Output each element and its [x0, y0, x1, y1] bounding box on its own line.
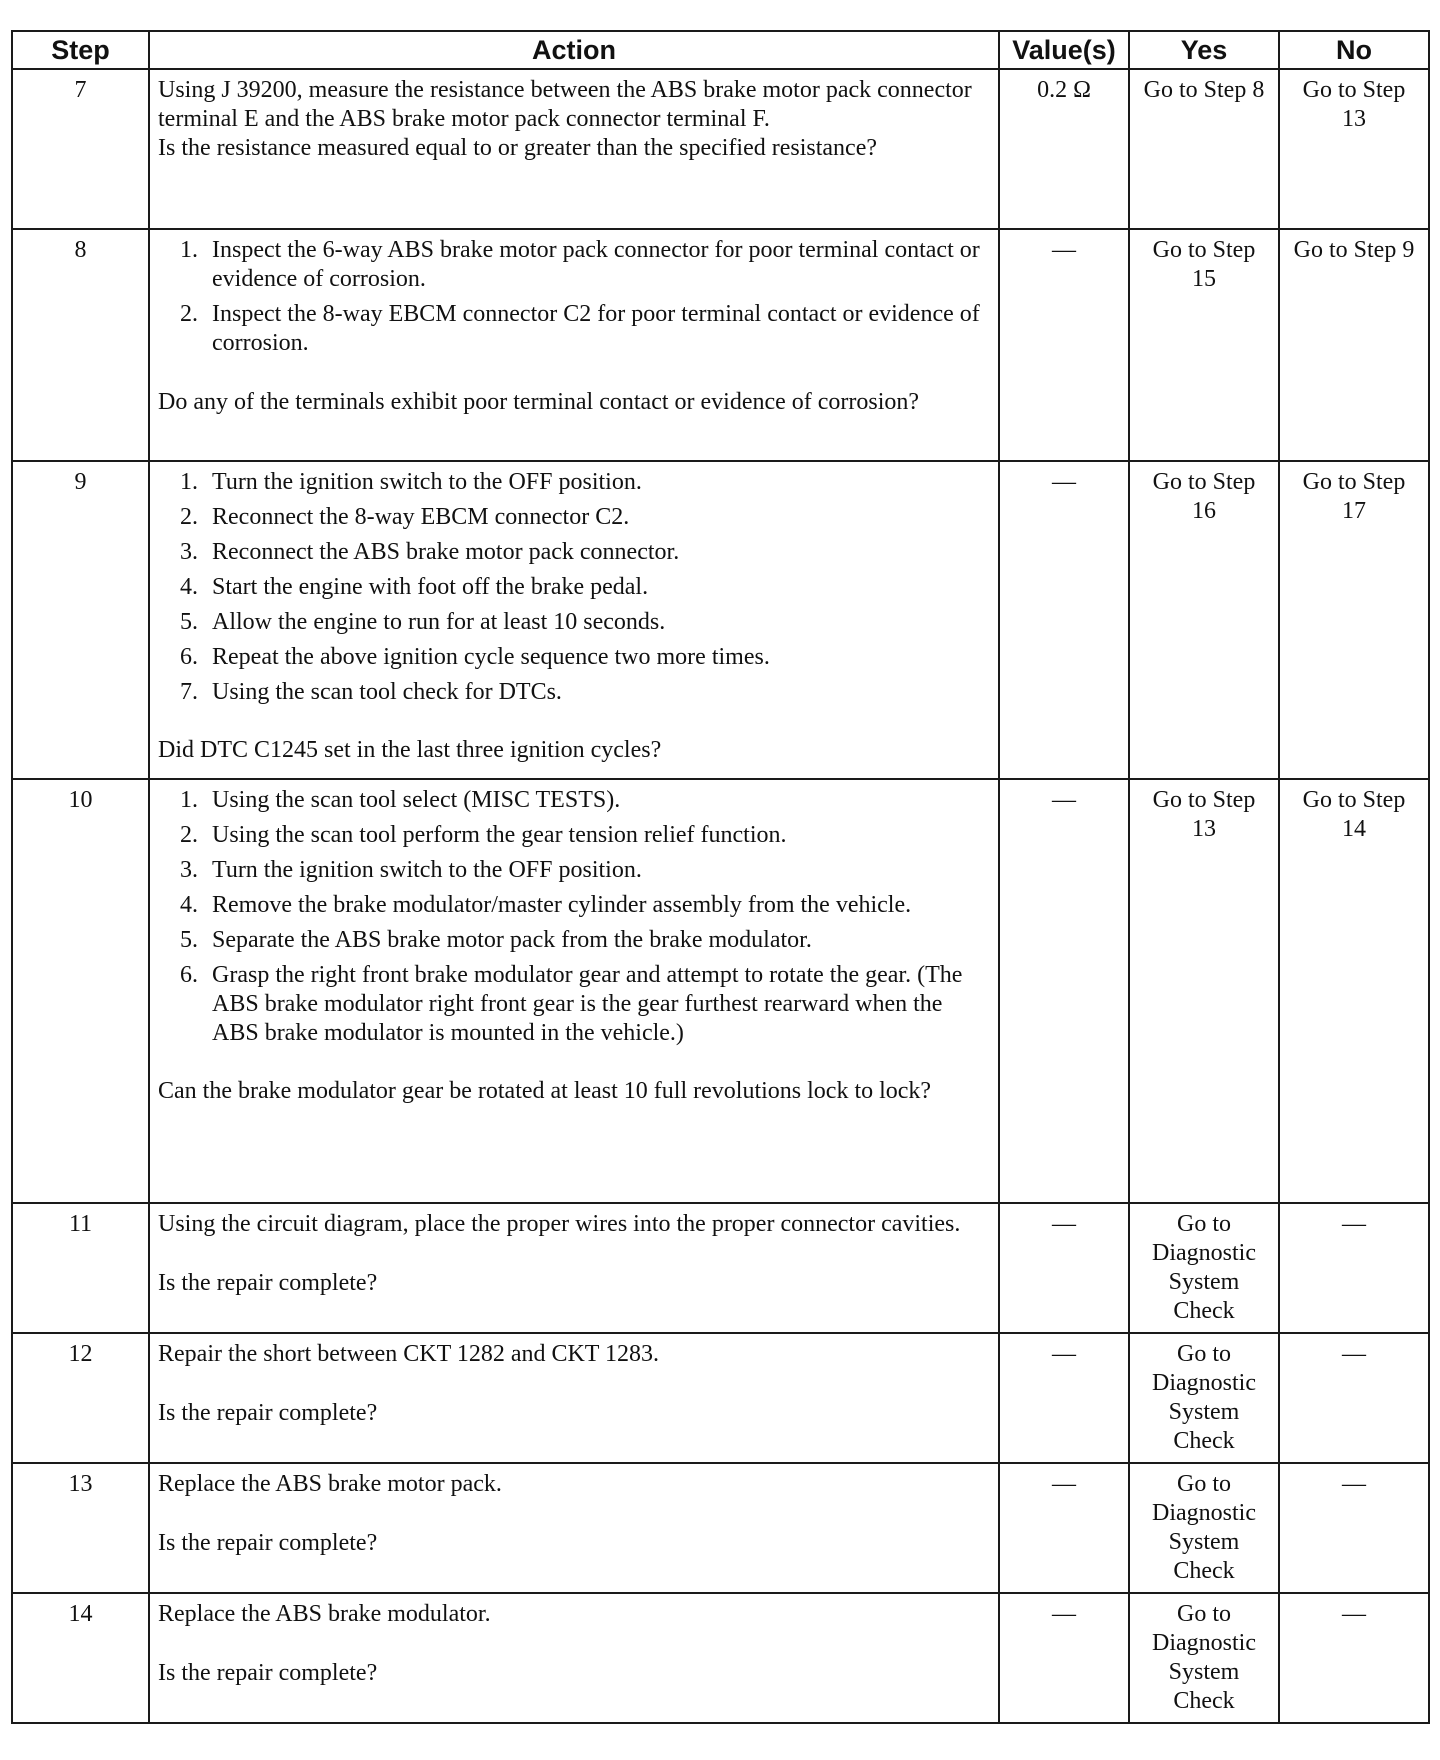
diagnostic-table [11, 30, 1430, 1724]
value-cell: — [999, 1203, 1129, 1333]
action-text: Using the circuit diagram, place the proper wires into the proper connector cavities. [158, 1211, 961, 1237]
yes-cell: Go to Diagnostic System Check [1129, 1333, 1279, 1463]
header-yes: Yes [1129, 31, 1279, 69]
yes-cell: Go to Step 13 [1129, 779, 1279, 1203]
no-cell: Go to Step 14 [1279, 779, 1429, 1203]
action-text: Replace the ABS brake motor pack. [158, 1471, 502, 1497]
header-no: No [1279, 31, 1429, 69]
value-cell: — [999, 1463, 1129, 1593]
action-item: 4. Remove the brake modulator/master cylinder assembly from the vehicle. [180, 892, 912, 918]
value-cell: 0.2 Ω [999, 69, 1129, 229]
header-action: Action [149, 31, 999, 69]
action-item: 4. Start the engine with foot off the brake pedal. [180, 574, 649, 600]
step-number: 10 [12, 779, 149, 1203]
table-row [12, 1203, 1429, 1333]
action-question: Is the repair complete? [158, 1530, 378, 1556]
action-item: 7. Using the scan tool check for DTCs. [180, 679, 562, 705]
action-item: 6. Repeat the above ignition cycle sequence two more times. [180, 644, 770, 670]
action-question: Is the resistance measured equal to or greater than the specified resistance? [158, 135, 878, 161]
action-list [158, 236, 990, 358]
header-values: Value(s) [999, 31, 1129, 69]
header-row [12, 31, 1429, 69]
step-number: 8 [12, 229, 149, 461]
no-cell: Go to Step 17 [1279, 461, 1429, 779]
action-cell [149, 1463, 999, 1593]
action-question: Is the repair complete? [158, 1270, 378, 1296]
step-number: 9 [12, 461, 149, 779]
action-item: 2. Reconnect the 8-way EBCM connector C2. [180, 504, 630, 530]
step-number: 12 [12, 1333, 149, 1463]
step-number: 13 [12, 1463, 149, 1593]
yes-cell: Go to Step 8 [1129, 69, 1279, 229]
action-question: Do any of the terminals exhibit poor terminal contact or evidence of corrosion? [158, 389, 920, 415]
step-number: 14 [12, 1593, 149, 1723]
action-question: Can the brake modulator gear be rotated at least 10 full revolutions lock to lock? [158, 1078, 932, 1104]
value-cell: — [999, 779, 1129, 1203]
action-item: 2. Using the scan tool perform the gear tension relief function. [180, 822, 787, 848]
action-question: Is the repair complete? [158, 1660, 378, 1686]
action-item: 3. Turn the ignition switch to the OFF position. [180, 857, 642, 883]
action-item: 5. Allow the engine to run for at least 10 seconds. [180, 609, 666, 635]
value-cell: — [999, 229, 1129, 461]
step-number: 7 [12, 69, 149, 229]
yes-cell: Go to Diagnostic System Check [1129, 1203, 1279, 1333]
action-cell [149, 779, 999, 1203]
action-question: Did DTC C1245 set in the last three ignition cycles? [158, 737, 662, 763]
action-text: Repair the short between CKT 1282 and CKT 1283. [158, 1341, 660, 1367]
no-cell: Go to Step 9 [1279, 229, 1429, 461]
yes-cell: Go to Step 16 [1129, 461, 1279, 779]
action-item: 1. Using the scan tool select (MISC TESTS). [180, 787, 621, 813]
action-text: Using J 39200, measure the resistance between the ABS brake motor pack connector terminal E and the ABS brake motor pack connector terminal F. [158, 77, 972, 132]
action-item: 2. Inspect the 8-way EBCM connector C2 for poor terminal contact or evidence of corrosion. [180, 301, 980, 356]
action-cell [149, 461, 999, 779]
table-row [12, 69, 1429, 229]
action-cell [149, 69, 999, 229]
table-row [12, 779, 1429, 1203]
action-item: 1. Turn the ignition switch to the OFF position. [180, 469, 642, 495]
yes-cell: Go to Diagnostic System Check [1129, 1593, 1279, 1723]
no-cell: — [1279, 1203, 1429, 1333]
no-cell: Go to Step 13 [1279, 69, 1429, 229]
value-cell: — [999, 1333, 1129, 1463]
action-item: 3. Reconnect the ABS brake motor pack connector. [180, 539, 680, 565]
action-cell [149, 1333, 999, 1463]
action-cell [149, 1203, 999, 1333]
action-item: 1. Inspect the 6-way ABS brake motor pack connector for poor terminal contact or evidence of corrosion. [180, 237, 980, 292]
action-cell [149, 1593, 999, 1723]
table-row [12, 461, 1429, 779]
value-cell: — [999, 1593, 1129, 1723]
table-row [12, 1593, 1429, 1723]
action-text: Replace the ABS brake modulator. [158, 1601, 491, 1627]
table-row [12, 1463, 1429, 1593]
yes-cell: Go to Step 15 [1129, 229, 1279, 461]
action-question: Is the repair complete? [158, 1400, 378, 1426]
action-item: 5. Separate the ABS brake motor pack from the brake modulator. [180, 927, 812, 953]
header-step: Step [12, 31, 149, 69]
step-number: 11 [12, 1203, 149, 1333]
no-cell: — [1279, 1593, 1429, 1723]
no-cell: — [1279, 1463, 1429, 1593]
table-row [12, 1333, 1429, 1463]
yes-cell: Go to Diagnostic System Check [1129, 1463, 1279, 1593]
action-cell [149, 229, 999, 461]
table-row [12, 229, 1429, 461]
action-list [158, 786, 990, 1048]
action-list [158, 468, 990, 707]
value-cell: — [999, 461, 1129, 779]
action-item: 6. Grasp the right front brake modulator gear and attempt to rotate the gear. (The ABS brake modulator right front gear is the gear furthest rearward when the ABS brake modulator is mounted in the vehicle.) [180, 962, 963, 1046]
no-cell: — [1279, 1333, 1429, 1463]
